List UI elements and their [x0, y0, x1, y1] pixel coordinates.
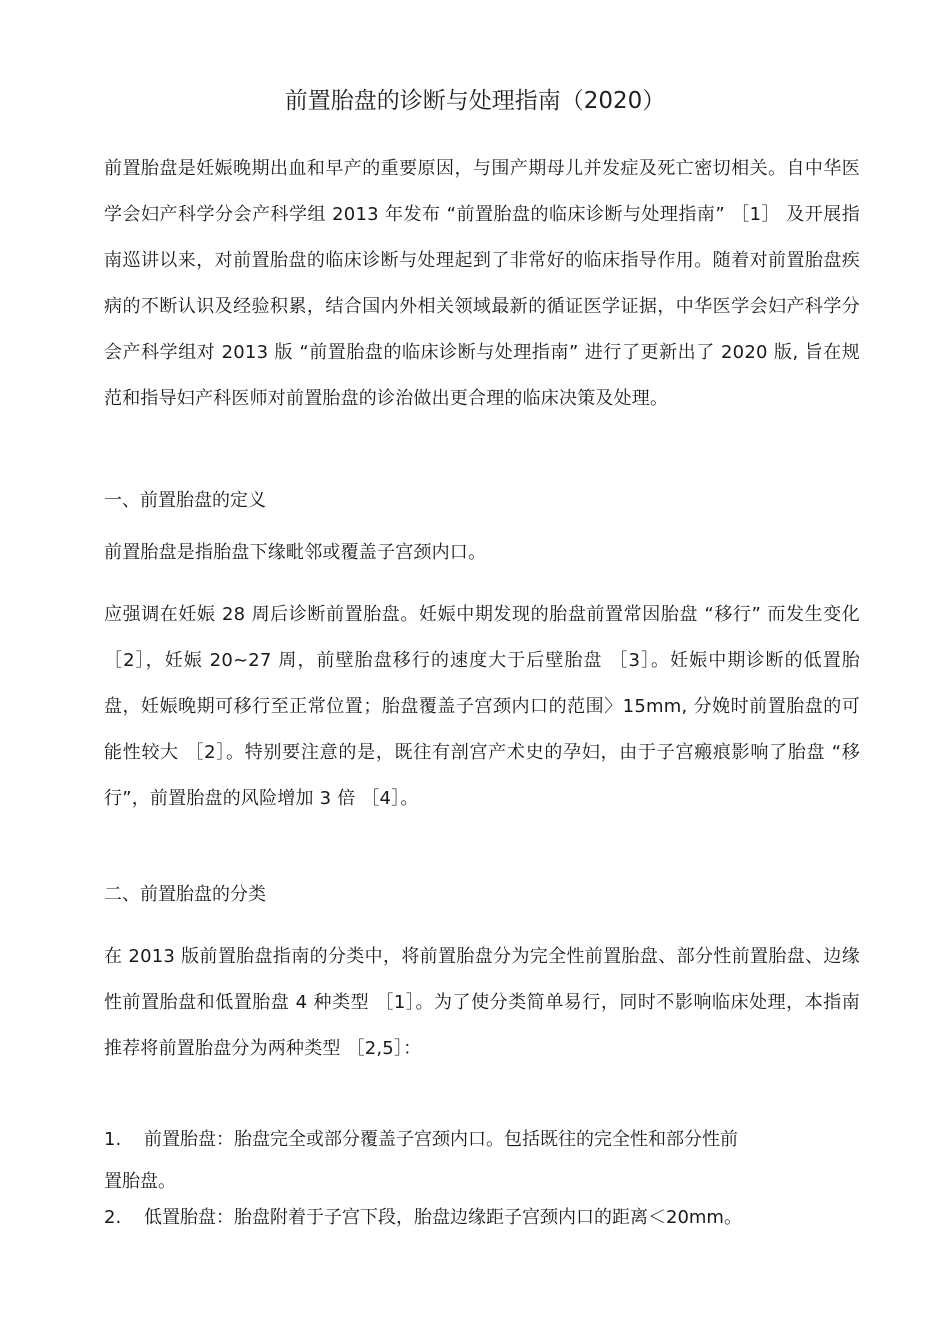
definition-paragraph: 前置胎盘是指胎盘下缘毗邻或覆盖子宫颈内口。 [104, 542, 487, 563]
list-item [104, 1115, 860, 1199]
classification-list [104, 1115, 860, 1237]
list-item-text: 低置胎盘：胎盘附着于子宫下段，胎盘边缘距子宫颈内口的距离＜20mm。 [144, 1207, 742, 1228]
definition-detail-paragraph: 应强调在妊娠 28 周后诊断前置胎盘。妊娠中期发现的胎盘前置常因胎盘 “移行” 而发生变化 ［2］，妊娠 20~27 周，前壁胎盘移行的速度大于后壁胎盘 ［3］。妊娠中期诊断的低置胎盘，妊娠晚期可移行至正常位置；胎盘覆盖子宫颈内口的范围〉15mm, 分娩时前置胎盘的可能性较大 ［2］。特别要注意的是，既往有剖宫产术史的孕妇，由于子宫瘢痕影响了胎盘 “移行”，前置胎盘的风险增加 3 倍 ［4］。 [104, 604, 860, 809]
list-item [104, 1199, 860, 1237]
list-item-number: 2. [104, 1207, 122, 1228]
list-item-text: 前置胎盘：胎盘完全或部分覆盖子宫颈内口。包括既往的完全性和部分性前 [144, 1129, 738, 1150]
section-1-heading: 一、前置胎盘的定义 [104, 490, 266, 511]
classification-paragraph: 在 2013 版前置胎盘指南的分类中，将前置胎盘分为完全性前置胎盘、部分性前置胎盘、边缘性前置胎盘和低置胎盘 4 种类型 ［1］。为了使分类简单易行，同时不影响临床处理，本指南推荐将前置胎盘分为两种类型 ［2,5］： [104, 946, 860, 1059]
section-2-heading: 二、前置胎盘的分类 [104, 884, 266, 905]
list-item-continuation: 置胎盘。 [104, 1171, 176, 1192]
intro-paragraph: 前置胎盘是妊娠晚期出血和早产的重要原因，与围产期母儿并发症及死亡密切相关。自中华医学会妇产科学分会产科学组 2013 年发布 “前置胎盘的临床诊断与处理指南” ［1］ 及开展指南巡讲以来，对前置胎盘的临床诊断与处理起到了非常好的临床指导作用。随着对前置胎盘疾病的不断认识及经验积累，结合国内外相关领域最新的循证医学证据，中华医学会妇产科学分会产科学组对 2013 版 “前置胎盘的临床诊断与处理指南” 进行了更新出了 2020 版, 旨在规范和指导妇产科医师对前置胎盘的诊治做出更合理的临床决策及处理。 [104, 158, 860, 409]
list-item-number: 1. [104, 1129, 122, 1150]
document-title: 前置胎盘的诊断与处理指南（2020） [284, 88, 666, 114]
